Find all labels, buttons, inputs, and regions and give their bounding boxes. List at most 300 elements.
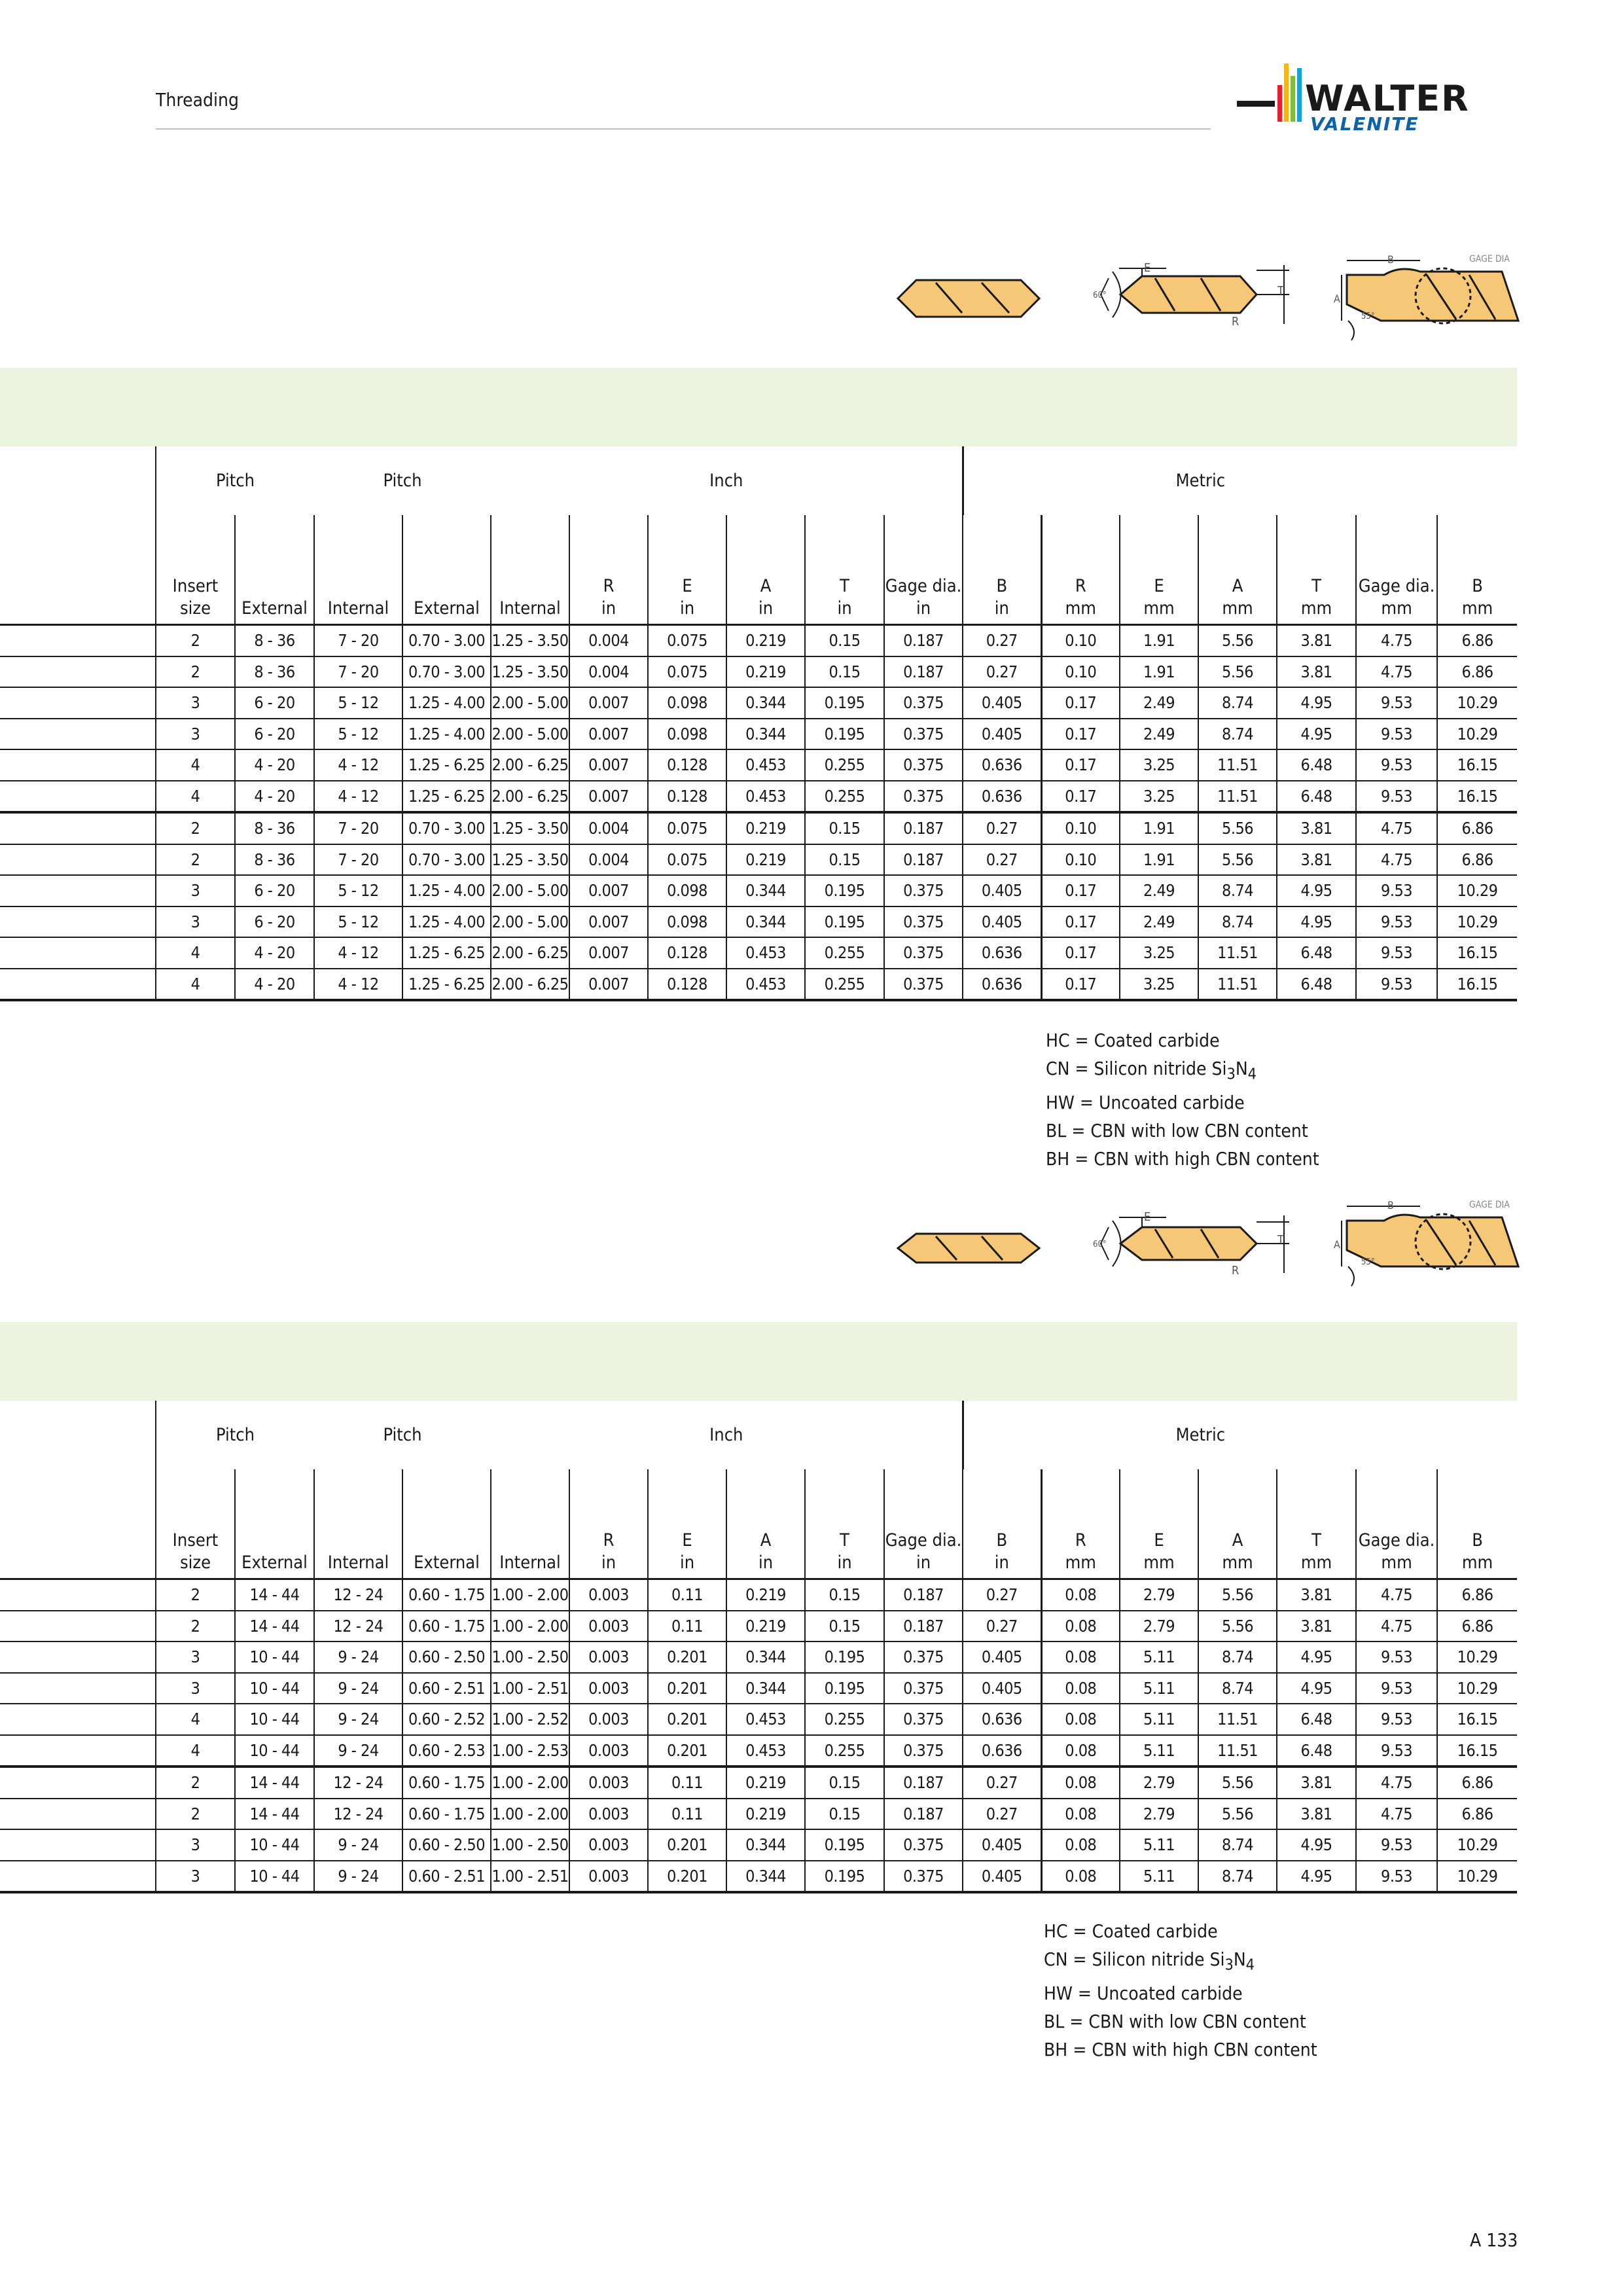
table-cell: 0.255 <box>805 969 884 1001</box>
table-cell: 4.75 <box>1356 1767 1437 1799</box>
table-cell: 0.27 <box>963 1799 1041 1830</box>
table-cell: 6.86 <box>1437 1799 1517 1830</box>
svg-text:GAGE DIA: GAGE DIA <box>1469 1200 1510 1210</box>
table-cell: 0.219 <box>726 656 805 688</box>
table-cell: 3.81 <box>1277 1579 1356 1611</box>
table-cell: 3 <box>156 875 235 906</box>
table-cell: 3.81 <box>1277 844 1356 876</box>
row-spacer <box>0 1673 156 1704</box>
table-cell: 0.60 - 1.75 <box>402 1579 491 1611</box>
table-cell: 0.007 <box>569 719 648 750</box>
col-b-mm: B mm <box>1437 515 1517 625</box>
table-cell: 9.53 <box>1356 906 1437 938</box>
table-cell: 4.75 <box>1356 1611 1437 1642</box>
table-cell: 0.255 <box>805 1704 884 1735</box>
table-cell: 0.375 <box>884 937 963 969</box>
legend-bl: BL = CBN with low CBN content <box>1046 1119 1308 1141</box>
table-row <box>0 1641 1517 1673</box>
table-cell: 2.00 - 5.00 <box>491 719 569 750</box>
table-cell: 3.81 <box>1277 1799 1356 1830</box>
table-cell: 0.17 <box>1041 937 1120 969</box>
table-cell: 0.098 <box>648 719 726 750</box>
row-spacer <box>0 719 156 750</box>
table-cell: 0.219 <box>726 1611 805 1642</box>
col-t-mm: T mm <box>1277 1469 1356 1579</box>
table-cell: 3.25 <box>1120 749 1198 781</box>
table-cell: 0.344 <box>726 1641 805 1673</box>
table-cell: 0.003 <box>569 1704 648 1735</box>
col-a-in: A in <box>726 515 805 625</box>
table-cell: 0.405 <box>963 1641 1041 1673</box>
table-cell: 10.29 <box>1437 687 1517 719</box>
row-spacer <box>0 1799 156 1830</box>
table-cell: 8 - 36 <box>235 812 314 844</box>
col-r-mm: R mm <box>1041 515 1120 625</box>
table-cell: 0.70 - 3.00 <box>402 844 491 876</box>
row-spacer <box>0 1861 156 1893</box>
table-cell: 11.51 <box>1198 1704 1277 1735</box>
svg-text:B: B <box>1387 1199 1394 1211</box>
table-cell: 1.00 - 2.53 <box>491 1735 569 1767</box>
table-cell: 0.11 <box>648 1611 726 1642</box>
col-external-pitch-mm: External <box>402 515 491 625</box>
table-cell: 2 <box>156 625 235 656</box>
row-spacer <box>0 1735 156 1767</box>
section-1-band <box>0 368 1517 446</box>
table-cell: 2.00 - 5.00 <box>491 687 569 719</box>
table-cell: 5.56 <box>1198 1767 1277 1799</box>
table-row <box>0 875 1517 906</box>
table-cell: 0.219 <box>726 625 805 656</box>
table-cell: 0.08 <box>1041 1704 1120 1735</box>
table-cell: 2 <box>156 812 235 844</box>
table-cell: 1.25 - 4.00 <box>402 719 491 750</box>
table-cell: 2.49 <box>1120 687 1198 719</box>
group-pitch-1: Pitch <box>156 446 314 515</box>
table-cell: 1.91 <box>1120 625 1198 656</box>
table-cell: 1.25 - 6.25 <box>402 969 491 1001</box>
svg-text:A: A <box>1334 1238 1340 1251</box>
table-cell: 0.004 <box>569 656 648 688</box>
table-cell: 5.11 <box>1120 1673 1198 1704</box>
svg-text:GAGE DIA: GAGE DIA <box>1469 254 1510 264</box>
table-cell: 0.003 <box>569 1673 648 1704</box>
spec-table-2 <box>0 1401 1517 1893</box>
table-cell: 0.344 <box>726 875 805 906</box>
table-cell: 2 <box>156 1611 235 1642</box>
legend-cn: CN = Silicon nitride $Si_3N_4$ <box>1044 1948 1255 1974</box>
table-cell: 6.86 <box>1437 656 1517 688</box>
table-cell: 0.453 <box>726 1704 805 1735</box>
group-pitch-2: Pitch <box>383 471 422 491</box>
table-cell: 0.17 <box>1041 969 1120 1001</box>
col-external-pitch-mm: External <box>402 1469 491 1579</box>
table-cell: 2.79 <box>1120 1611 1198 1642</box>
table-cell: 1.25 - 3.50 <box>491 812 569 844</box>
table-cell: 0.007 <box>569 749 648 781</box>
table-cell: 6.86 <box>1437 1579 1517 1611</box>
col-e-mm: E mm <box>1120 515 1198 625</box>
table-cell: 8.74 <box>1198 875 1277 906</box>
svg-text:R: R <box>1232 1264 1240 1278</box>
table-cell: 0.60 - 2.53 <box>402 1735 491 1767</box>
table-cell: 0.128 <box>648 969 726 1001</box>
group-metric: Metric <box>963 446 1437 515</box>
table-cell: 0.15 <box>805 1767 884 1799</box>
table-cell: 3 <box>156 1673 235 1704</box>
table-cell: 4.95 <box>1277 687 1356 719</box>
svg-text:60°: 60° <box>1093 1240 1107 1249</box>
table-cell: 0.007 <box>569 969 648 1001</box>
table-cell: 1.91 <box>1120 656 1198 688</box>
table-cell: 0.219 <box>726 1799 805 1830</box>
table-cell: 0.344 <box>726 1673 805 1704</box>
table-cell: 0.636 <box>963 1704 1041 1735</box>
col-gage-in: Gage dia. in <box>884 515 963 625</box>
table-cell: 4.95 <box>1277 875 1356 906</box>
legend-cn: CN = Silicon nitride $Si_3N_4$ <box>1046 1058 1257 1083</box>
col-insert-size: Insert size <box>156 515 235 625</box>
table-cell: 0.27 <box>963 625 1041 656</box>
insert-diagram-2 <box>897 1227 1041 1273</box>
table-row <box>0 1829 1517 1861</box>
table-cell: 0.075 <box>648 656 726 688</box>
table-cell: 2.79 <box>1120 1799 1198 1830</box>
table-cell: 0.10 <box>1041 625 1120 656</box>
table-cell: 3 <box>156 1641 235 1673</box>
table-cell: 9.53 <box>1356 937 1437 969</box>
table-cell: 0.004 <box>569 625 648 656</box>
table-cell: 2.00 - 5.00 <box>491 906 569 938</box>
table-cell: 0.636 <box>963 781 1041 813</box>
table-cell: 4 - 12 <box>314 969 402 1001</box>
table-cell: 0.075 <box>648 625 726 656</box>
table-cell: 0.60 - 1.75 <box>402 1799 491 1830</box>
table-cell: 2 <box>156 844 235 876</box>
table-cell: 6.48 <box>1277 749 1356 781</box>
table-cell: 0.15 <box>805 1579 884 1611</box>
table-cell: 4 - 20 <box>235 781 314 813</box>
table-cell: 0.405 <box>963 906 1041 938</box>
legend-2 <box>1044 1917 1317 2064</box>
table-cell: 0.195 <box>805 687 884 719</box>
table-cell: 14 - 44 <box>235 1799 314 1830</box>
table-cell: 0.003 <box>569 1861 648 1893</box>
table-cell: 0.128 <box>648 749 726 781</box>
table-cell: 0.15 <box>805 625 884 656</box>
table-cell: 0.187 <box>884 812 963 844</box>
table-cell: 9.53 <box>1356 1673 1437 1704</box>
table-row <box>0 1579 1517 1611</box>
col-r-mm: R mm <box>1041 1469 1120 1579</box>
table-cell: 12 - 24 <box>314 1611 402 1642</box>
svg-text:T: T <box>1277 284 1284 298</box>
table-cell: 0.11 <box>648 1799 726 1830</box>
table-cell: 9 - 24 <box>314 1861 402 1893</box>
table-cell: 3 <box>156 1829 235 1861</box>
table-cell: 9.53 <box>1356 719 1437 750</box>
table-cell: 2.00 - 5.00 <box>491 875 569 906</box>
table-cell: 0.128 <box>648 937 726 969</box>
table-cell: 0.003 <box>569 1641 648 1673</box>
col-external-pitch: External <box>235 515 314 625</box>
table-cell: 8 - 36 <box>235 844 314 876</box>
table-cell: 1.25 - 3.50 <box>491 625 569 656</box>
table-cell: 0.636 <box>963 937 1041 969</box>
svg-text:B: B <box>1387 253 1394 266</box>
table-row <box>0 1767 1517 1799</box>
table-cell: 1.25 - 4.00 <box>402 875 491 906</box>
table-cell: 0.375 <box>884 875 963 906</box>
table-cell: 0.219 <box>726 1767 805 1799</box>
table-cell: 1.00 - 2.51 <box>491 1673 569 1704</box>
table-cell: 6.48 <box>1277 1735 1356 1767</box>
table-cell: 10.29 <box>1437 1673 1517 1704</box>
table-cell: 10.29 <box>1437 875 1517 906</box>
table-cell: 0.17 <box>1041 719 1120 750</box>
table-cell: 3.25 <box>1120 969 1198 1001</box>
table-cell: 0.187 <box>884 1579 963 1611</box>
table-cell: 4.95 <box>1277 1861 1356 1893</box>
table-cell: 2.79 <box>1120 1579 1198 1611</box>
table-cell: 4.95 <box>1277 1829 1356 1861</box>
table-cell: 0.098 <box>648 687 726 719</box>
table-cell: 0.219 <box>726 844 805 876</box>
table-cell: 0.003 <box>569 1829 648 1861</box>
table-cell: 0.11 <box>648 1767 726 1799</box>
table-cell: 0.08 <box>1041 1861 1120 1893</box>
page-number: A 133 <box>1470 2229 1518 2251</box>
group-pitch-1: Pitch <box>156 1401 314 1469</box>
table-row <box>0 687 1517 719</box>
svg-text:55°: 55° <box>1361 312 1375 321</box>
group-inch: Inch <box>709 471 743 491</box>
table-cell: 0.10 <box>1041 844 1120 876</box>
table-cell: 1.91 <box>1120 844 1198 876</box>
table-cell: 2 <box>156 656 235 688</box>
table-cell: 0.375 <box>884 1735 963 1767</box>
table-cell: 2 <box>156 1579 235 1611</box>
table-cell: 4 - 20 <box>235 937 314 969</box>
table-cell: 0.453 <box>726 937 805 969</box>
table-cell: 8.74 <box>1198 1829 1277 1861</box>
table-cell: 16.15 <box>1437 749 1517 781</box>
table-row <box>0 969 1517 1001</box>
table-cell: 7 - 20 <box>314 656 402 688</box>
table-cell: 4.75 <box>1356 1579 1437 1611</box>
row-spacer <box>0 749 156 781</box>
col-t-in: T in <box>805 1469 884 1579</box>
table-cell: 5 - 12 <box>314 687 402 719</box>
table-cell: 5.56 <box>1198 656 1277 688</box>
table-cell: 6.86 <box>1437 1611 1517 1642</box>
row-spacer <box>0 656 156 688</box>
table-cell: 3.25 <box>1120 781 1198 813</box>
table-cell: 0.11 <box>648 1579 726 1611</box>
table-cell: 5.56 <box>1198 844 1277 876</box>
table-cell: 2.00 - 6.25 <box>491 937 569 969</box>
svg-text:WALTER: WALTER <box>1305 78 1470 119</box>
table-row <box>0 1611 1517 1642</box>
table-cell: 0.344 <box>726 719 805 750</box>
table-cell: 4.75 <box>1356 1799 1437 1830</box>
table-cell: 12 - 24 <box>314 1579 402 1611</box>
table-cell: 14 - 44 <box>235 1611 314 1642</box>
table-cell: 4.95 <box>1277 1641 1356 1673</box>
table-cell: 3 <box>156 1861 235 1893</box>
table-cell: 10.29 <box>1437 719 1517 750</box>
svg-text:55°: 55° <box>1361 1257 1375 1267</box>
table-cell: 0.375 <box>884 1829 963 1861</box>
table-cell: 0.60 - 2.50 <box>402 1829 491 1861</box>
table-cell: 10 - 44 <box>235 1861 314 1893</box>
table-cell: 0.08 <box>1041 1735 1120 1767</box>
table-row <box>0 937 1517 969</box>
table-cell: 16.15 <box>1437 1704 1517 1735</box>
table-cell: 4.95 <box>1277 1673 1356 1704</box>
table-row <box>0 656 1517 688</box>
table-cell: 9 - 24 <box>314 1829 402 1861</box>
table-cell: 0.187 <box>884 1611 963 1642</box>
table-cell: 10 - 44 <box>235 1641 314 1673</box>
table-cell: 4 <box>156 781 235 813</box>
table-cell: 0.60 - 2.51 <box>402 1673 491 1704</box>
col-a-mm: A mm <box>1198 515 1277 625</box>
table-cell: 0.003 <box>569 1799 648 1830</box>
table-cell: 0.007 <box>569 781 648 813</box>
table-cell: 3.25 <box>1120 937 1198 969</box>
table-cell: 0.098 <box>648 906 726 938</box>
table-2-body <box>0 1579 1517 1893</box>
table-cell: 5.11 <box>1120 1641 1198 1673</box>
col-gage-in: Gage dia. in <box>884 1469 963 1579</box>
table-cell: 4 <box>156 1704 235 1735</box>
table-cell: 4 <box>156 749 235 781</box>
table-row <box>0 844 1517 876</box>
col-a-mm: A mm <box>1198 1469 1277 1579</box>
table-row <box>0 1673 1517 1704</box>
table-cell: 0.007 <box>569 875 648 906</box>
page-header-title: Threading <box>156 89 239 111</box>
table-cell: 2.49 <box>1120 875 1198 906</box>
table-cell: 0.17 <box>1041 687 1120 719</box>
table-cell: 4 - 12 <box>314 749 402 781</box>
col-e-in: E in <box>648 515 726 625</box>
table-cell: 4 - 12 <box>314 781 402 813</box>
table-cell: 0.195 <box>805 906 884 938</box>
row-spacer <box>0 1704 156 1735</box>
table-cell: 0.17 <box>1041 781 1120 813</box>
table-row <box>0 906 1517 938</box>
group-pitch-2: Pitch <box>383 1425 422 1445</box>
table-cell: 2.00 - 6.25 <box>491 781 569 813</box>
table-cell: 10 - 44 <box>235 1735 314 1767</box>
col-internal-pitch: Internal <box>314 515 402 625</box>
table-cell: 0.003 <box>569 1611 648 1642</box>
table-cell: 0.195 <box>805 875 884 906</box>
table-cell: 4.75 <box>1356 625 1437 656</box>
table-cell: 0.007 <box>569 687 648 719</box>
table-row <box>0 719 1517 750</box>
row-spacer <box>0 781 156 813</box>
table-cell: 0.201 <box>648 1829 726 1861</box>
table-cell: 10 - 44 <box>235 1704 314 1735</box>
table-cell: 2 <box>156 1767 235 1799</box>
table-cell: 11.51 <box>1198 937 1277 969</box>
table-cell: 11.51 <box>1198 969 1277 1001</box>
table-cell: 7 - 20 <box>314 812 402 844</box>
table-cell: 1.00 - 2.50 <box>491 1829 569 1861</box>
gage-diameter-diagram-1 <box>1329 249 1525 344</box>
table-cell: 0.201 <box>648 1704 726 1735</box>
table-cell: 0.60 - 1.75 <box>402 1611 491 1642</box>
table-cell: 4 <box>156 1735 235 1767</box>
spec-table-1 <box>0 446 1517 1001</box>
table-row <box>0 1799 1517 1830</box>
legend-bl: BL = CBN with low CBN content <box>1044 2010 1306 2032</box>
svg-text:E: E <box>1144 261 1151 275</box>
table-cell: 16.15 <box>1437 937 1517 969</box>
table-cell: 5.11 <box>1120 1861 1198 1893</box>
table-cell: 0.10 <box>1041 812 1120 844</box>
table-cell: 4 <box>156 937 235 969</box>
legend-bh: BH = CBN with high CBN content <box>1046 1147 1319 1170</box>
table-cell: 0.195 <box>805 1861 884 1893</box>
table-cell: 0.15 <box>805 656 884 688</box>
legend-1 <box>1046 1026 1319 1173</box>
table-cell: 0.255 <box>805 781 884 813</box>
col-gage-mm: Gage dia. mm <box>1356 515 1437 625</box>
table-cell: 0.17 <box>1041 906 1120 938</box>
table-cell: 0.255 <box>805 937 884 969</box>
table-cell: 12 - 24 <box>314 1799 402 1830</box>
table-cell: 0.453 <box>726 969 805 1001</box>
table-cell: 0.003 <box>569 1767 648 1799</box>
table-cell: 1.00 - 2.51 <box>491 1861 569 1893</box>
table-cell: 0.27 <box>963 1579 1041 1611</box>
table-cell: 0.453 <box>726 781 805 813</box>
svg-text:60°: 60° <box>1093 291 1107 300</box>
table-cell: 9.53 <box>1356 875 1437 906</box>
table-cell: 0.15 <box>805 812 884 844</box>
table-cell: 4.75 <box>1356 844 1437 876</box>
table-cell: 0.075 <box>648 844 726 876</box>
col-b-in: B in <box>963 1469 1041 1579</box>
table-cell: 5.56 <box>1198 1611 1277 1642</box>
row-spacer <box>0 875 156 906</box>
table-cell: 1.00 - 2.00 <box>491 1799 569 1830</box>
table-cell: 6.48 <box>1277 781 1356 813</box>
table-cell: 0.075 <box>648 812 726 844</box>
table-cell: 0.70 - 3.00 <box>402 625 491 656</box>
table-cell: 8.74 <box>1198 1861 1277 1893</box>
table-cell: 1.25 - 3.50 <box>491 656 569 688</box>
row-spacer <box>0 687 156 719</box>
table-cell: 10.29 <box>1437 1861 1517 1893</box>
table-cell: 9.53 <box>1356 687 1437 719</box>
table-cell: 0.187 <box>884 1799 963 1830</box>
table-cell: 0.195 <box>805 1641 884 1673</box>
table-cell: 2.49 <box>1120 906 1198 938</box>
table-cell: 2.00 - 6.25 <box>491 749 569 781</box>
table-cell: 5.56 <box>1198 1799 1277 1830</box>
table-cell: 9.53 <box>1356 1641 1437 1673</box>
table-cell: 3.81 <box>1277 1611 1356 1642</box>
table-cell: 0.007 <box>569 937 648 969</box>
table-cell: 3 <box>156 906 235 938</box>
table-cell: 9.53 <box>1356 1735 1437 1767</box>
table-cell: 10.29 <box>1437 1641 1517 1673</box>
